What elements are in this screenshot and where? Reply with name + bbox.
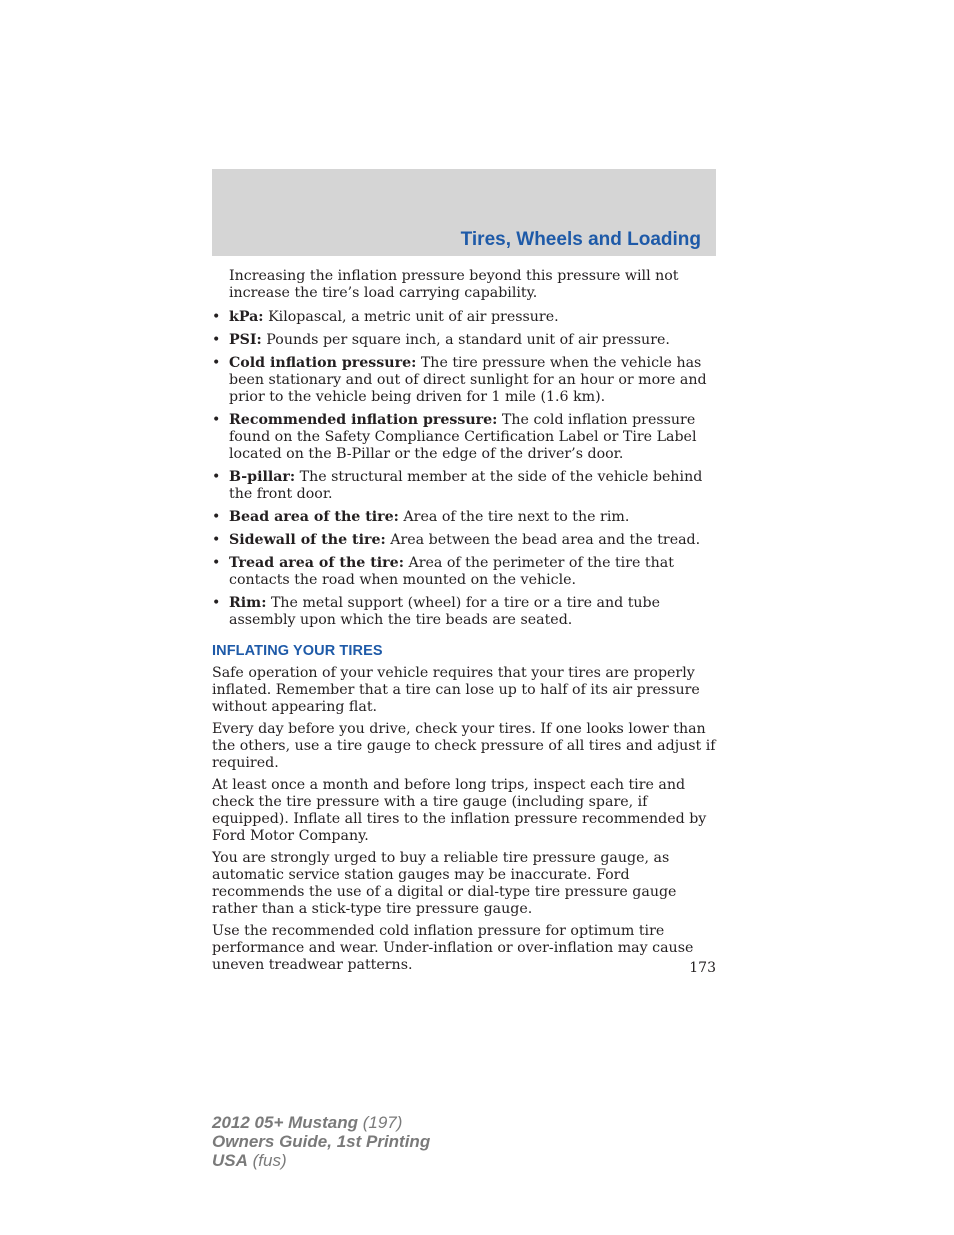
definition-item [212,355,718,406]
bullet-icon: • [212,355,221,371]
definition-text: The tire pressure when the vehicle has been stationary and out of direct sunlight for an hour or more and prior to the vehicle being driven for 1 mile (1.6 km). [229,355,707,405]
footer-line-market [212,1151,430,1170]
bullet-icon: • [212,332,221,348]
definition-item [212,469,718,503]
definition-term: kPa: [229,309,264,325]
body-paragraph: Use the recommended cold inflation pressure for optimum tire performance and wear. Under-inflation or over-inflation may cause uneven treadwear patterns. [212,923,694,973]
definition-item [212,309,718,326]
definition-text: The metal support (wheel) for a tire or a tire and tube assembly upon which the tire beads are seated. [229,595,661,628]
footer-market: USA [212,1151,248,1170]
definition-text: Kilopascal, a metric unit of air pressure. [263,309,559,325]
bullet-icon: • [212,469,221,485]
bullet-icon: • [212,309,221,325]
body-paragraph: Every day before you drive, check your tires. If one looks lower than the others, use a tire gauge to check pressure of all tires and adjust if required. [212,721,716,771]
body-paragraph: Safe operation of your vehicle requires that your tires are properly inflated. Remember that a tire can lose up to half of its air pressure without appearing flat. [212,665,700,715]
footer-line-edition [212,1132,430,1151]
definition-item [212,509,718,526]
bullet-icon: • [212,555,221,571]
body-paragraph: At least once a month and before long trips, inspect each tire and check the tire pressure with a tire gauge (including spare, if equipped). Inflate all tires to the inflation pressure recommended by Ford Motor Company. [212,777,707,844]
footer-line-model [212,1113,430,1132]
definition-text: Area of the perimeter of the tire that contacts the road when mounted on the vehicle. [229,555,674,588]
bullet-icon: • [212,595,221,611]
definition-item [212,595,718,629]
definition-term: Cold inflation pressure: [229,355,417,371]
definition-term: Bead area of the tire: [229,509,399,525]
page-number: 173 [689,960,716,976]
footer-edition: Owners Guide, 1st Printing [212,1132,431,1151]
definition-text: Pounds per square inch, a standard unit of air pressure. [261,332,670,348]
definition-term: PSI: [229,332,262,348]
definition-term: Sidewall of the tire: [229,532,386,548]
footer-model: 2012 05+ Mustang [212,1113,358,1132]
bullet-icon: • [212,509,221,525]
definition-text: Area of the tire next to the rim. [398,509,630,525]
definition-text: The structural member at the side of the vehicle behind the front door. [229,469,703,502]
footer-market-code: (fus) [247,1151,287,1170]
definitions-list [212,309,718,629]
definition-term: B-pillar: [229,469,296,485]
page-content [212,268,718,979]
bullet-icon: • [212,412,221,428]
document-footer [212,1113,430,1170]
body-paragraph: You are strongly urged to buy a reliable tire pressure gauge, as automatic service station gauges may be inaccurate. Ford recommends the use of a digital or dial-type tire pressure gauge rather than a stick-type tire pressure gauge. [212,850,677,917]
definition-item [212,555,718,589]
chapter-header-band [212,169,716,256]
definition-text: The cold inflation pressure found on the Safety Compliance Certification Label or Tire Label located on the B-Pillar or the edge of the driver’s door. [229,412,697,462]
chapter-title: Tires, Wheels and Loading [460,229,701,250]
intro-paragraph: Increasing the inflation pressure beyond this pressure will not increase the tire’s load carrying capability. [229,268,679,301]
definition-term: Recommended inflation pressure: [229,412,498,428]
definition-item [212,332,718,349]
definition-text: Area between the bead area and the tread. [385,532,701,548]
section-heading: INFLATING YOUR TIRES [212,643,383,659]
footer-model-code: (197) [358,1113,403,1132]
definition-item [212,412,718,463]
definition-term: Tread area of the tire: [229,555,404,571]
definition-item [212,532,718,549]
definition-term: Rim: [229,595,267,611]
bullet-icon: • [212,532,221,548]
